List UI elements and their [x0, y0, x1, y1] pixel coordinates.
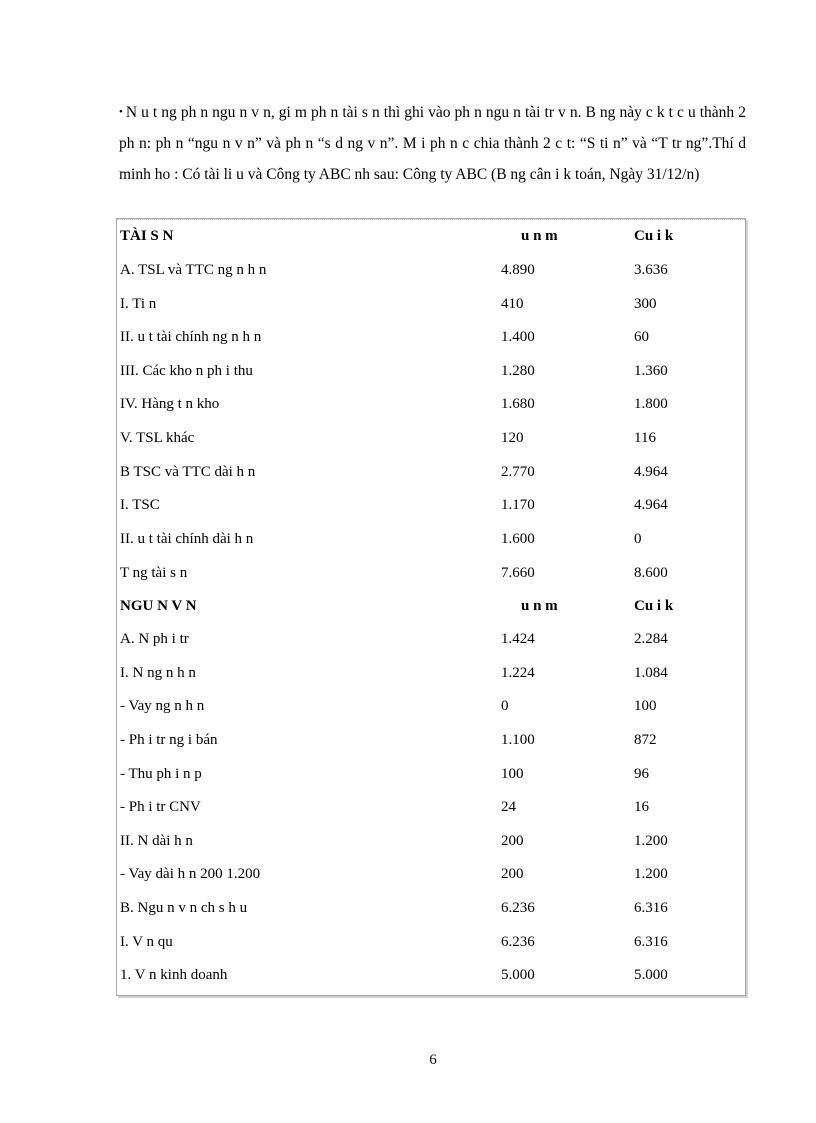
intro-text: N u t ng ph n ngu n v n, gi m ph n tài s n thì ghi vào ph n ngu n tài tr v n. B ng này c k t c u thành 2 ph n: ph n “ngu n v n” và ph n “s d ng v n”. M i ph n c chia thành 2 c t: “S ti n” và “T tr ng”.Thí d minh ho : Có tài li u và Công ty ABC nh sau: Công ty ABC (B ng cân i k toán, Ngày 31/12/n): [119, 104, 746, 183]
row-label: 1. V n kinh doanh: [120, 967, 228, 983]
row-label: T ng tài s n: [120, 565, 188, 581]
table-row: [117, 354, 745, 388]
balance-sheet-table: [116, 218, 746, 996]
start-of-year-value: 1.100: [501, 732, 535, 748]
start-of-year-value: 6.236: [501, 934, 535, 950]
row-label: - Ph i tr ng i bán: [120, 732, 218, 748]
table-row: [117, 857, 745, 891]
table-row: [117, 689, 745, 723]
row-label: - Thu ph i n p: [120, 766, 202, 782]
end-of-period-value: 100: [634, 698, 657, 714]
end-of-period-value: 1.800: [634, 396, 668, 412]
start-of-year-value: 200: [501, 833, 524, 849]
start-of-year-value: 410: [501, 296, 524, 312]
start-of-year-value: 7.660: [501, 565, 535, 581]
row-label: - Ph i tr CNV: [120, 799, 201, 815]
start-of-year-value: 5.000: [501, 967, 535, 983]
table-row: [117, 824, 745, 858]
row-label: III. Các kho n ph i thu: [120, 363, 253, 379]
start-of-year-value: 1.280: [501, 363, 535, 379]
row-label: - Vay dài h n 200 1.200: [120, 866, 261, 882]
end-of-period-value: 4.964: [634, 464, 668, 480]
row-label: A. N ph i tr: [120, 631, 189, 647]
start-of-year-value: 1.170: [501, 497, 535, 513]
table-row: [117, 622, 745, 656]
row-label: V. TSL khác: [120, 430, 195, 446]
row-label: IV. Hàng t n kho: [120, 396, 220, 412]
row-label: I. TSC: [120, 497, 160, 513]
start-of-year-value: 1.400: [501, 329, 535, 345]
end-of-period-value: 4.964: [634, 497, 668, 513]
start-of-year-value: 1.424: [501, 631, 535, 647]
end-of-period-value: 1.200: [634, 866, 668, 882]
bullet-icon: •: [119, 106, 123, 118]
page-number: 6: [429, 1052, 437, 1068]
table-row: [117, 790, 745, 824]
table-row: [117, 320, 745, 354]
start-of-year-value: 200: [501, 866, 524, 882]
row-label: A. TSL và TTC ng n h n: [120, 262, 267, 278]
intro-paragraph: [119, 97, 746, 190]
row-label: II. N dài h n: [120, 833, 193, 849]
table-header-row: [117, 219, 745, 253]
row-label: I. Ti n: [120, 296, 157, 312]
row-label: II. u t tài chính ng n h n: [120, 329, 262, 345]
table-row: [117, 488, 745, 522]
table-row: [117, 455, 745, 489]
row-label: B TSC và TTC dài h n: [120, 464, 256, 480]
table-row: [117, 656, 745, 690]
end-of-period-value: 3.636: [634, 262, 668, 278]
end-of-period-value: 1.084: [634, 665, 668, 681]
row-label: NGU N V N: [120, 598, 197, 614]
start-of-year-value: 100: [501, 766, 524, 782]
table-row: [117, 925, 745, 959]
end-of-period-value: 6.316: [634, 934, 668, 950]
table-row: [117, 387, 745, 421]
table-row: [117, 522, 745, 556]
start-of-year-value: 2.770: [501, 464, 535, 480]
end-of-period-value: 60: [634, 329, 649, 345]
table-row: [117, 421, 745, 455]
start-of-year-value: u n m: [521, 228, 558, 244]
start-of-year-value: 120: [501, 430, 524, 446]
start-of-year-value: u n m: [521, 598, 558, 614]
table-row: [117, 287, 745, 321]
table-row: [117, 723, 745, 757]
start-of-year-value: 1.600: [501, 531, 535, 547]
end-of-period-value: 1.360: [634, 363, 668, 379]
row-label: I. V n qu: [120, 934, 173, 950]
end-of-period-value: 116: [634, 430, 656, 446]
row-label: - Vay ng n h n: [120, 698, 205, 714]
table-row: [117, 958, 745, 992]
end-of-period-value: 300: [634, 296, 657, 312]
end-of-period-value: 5.000: [634, 967, 668, 983]
end-of-period-value: 6.316: [634, 900, 668, 916]
end-of-period-value: 872: [634, 732, 657, 748]
table-row: [117, 556, 745, 590]
end-of-period-value: 16: [634, 799, 649, 815]
row-label: II. u t tài chính dài h n: [120, 531, 254, 547]
row-label: B. Ngu n v n ch s h u: [120, 900, 248, 916]
start-of-year-value: 6.236: [501, 900, 535, 916]
row-label: I. N ng n h n: [120, 665, 196, 681]
start-of-year-value: 1.224: [501, 665, 535, 681]
start-of-year-value: 1.680: [501, 396, 535, 412]
end-of-period-value: Cu i k: [634, 598, 674, 614]
table-header-row: [117, 589, 745, 623]
table-row: [117, 757, 745, 791]
end-of-period-value: 0: [634, 531, 642, 547]
end-of-period-value: 8.600: [634, 565, 668, 581]
start-of-year-value: 24: [501, 799, 516, 815]
table-row: [117, 253, 745, 287]
end-of-period-value: 96: [634, 766, 649, 782]
start-of-year-value: 4.890: [501, 262, 535, 278]
table-row: [117, 891, 745, 925]
end-of-period-value: 1.200: [634, 833, 668, 849]
start-of-year-value: 0: [501, 698, 509, 714]
end-of-period-value: 2.284: [634, 631, 668, 647]
end-of-period-value: Cu i k: [634, 228, 674, 244]
row-label: TÀI S N: [120, 228, 174, 244]
